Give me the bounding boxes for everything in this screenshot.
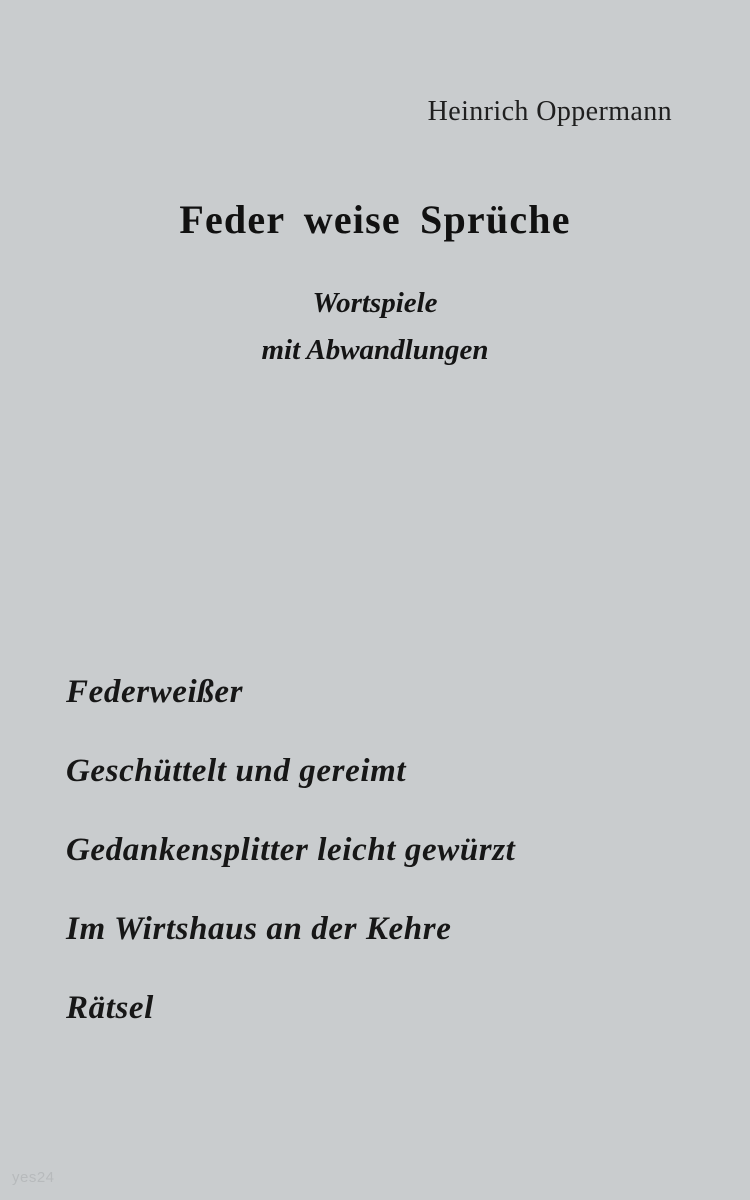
list-item: Im Wirtshaus an der Kehre [66, 911, 452, 947]
subtitle-line-2: mit Abwandlungen [261, 333, 489, 366]
list-item: Federweißer [66, 674, 244, 710]
list-item: Rätsel [66, 990, 154, 1026]
subtitle-line-1: Wortspiele [312, 287, 438, 319]
subtitle [0, 280, 750, 374]
page-title: Feder weise Sprüche [179, 197, 571, 242]
contents-list [66, 676, 710, 1025]
author-name: Heinrich Oppermann [427, 96, 672, 127]
list-item: Gedankensplitter leicht gewürzt [66, 832, 516, 868]
watermark: yes24 [12, 1169, 55, 1186]
list-item: Geschüttelt und gereimt [66, 753, 407, 789]
